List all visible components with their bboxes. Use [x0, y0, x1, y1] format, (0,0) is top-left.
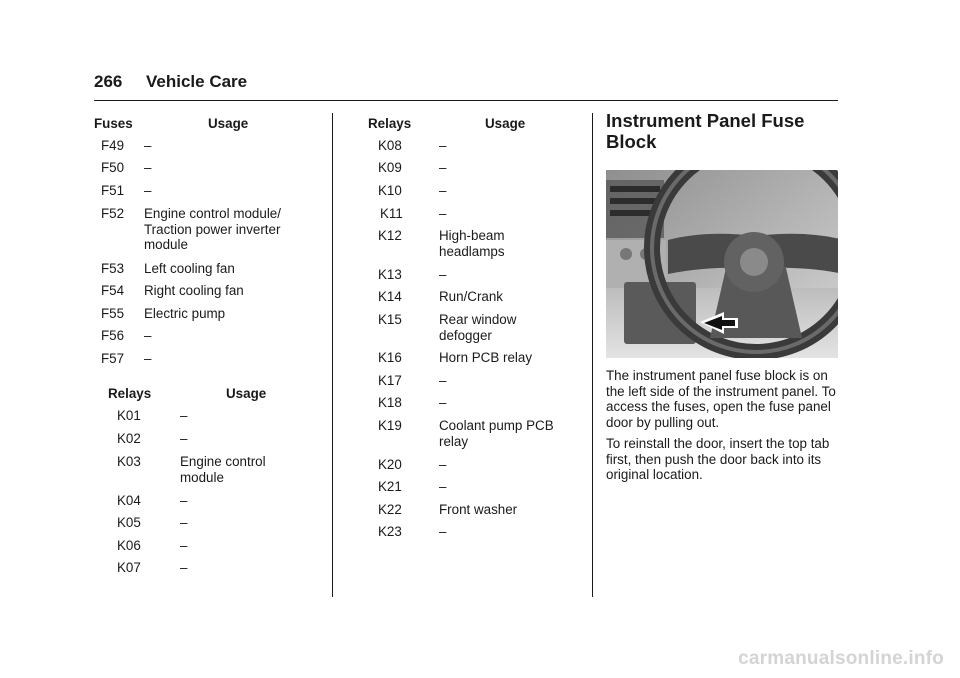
- fuses-column-header: Fuses: [94, 116, 133, 131]
- relay-usage: –: [439, 524, 447, 539]
- relay-code: K14: [378, 289, 402, 304]
- fuse-code: F53: [101, 261, 125, 276]
- relays-column-header: Relays: [368, 116, 412, 131]
- relay-code: K17: [378, 373, 402, 388]
- fuse-code: F55: [101, 306, 125, 321]
- relay-code: K05: [117, 515, 141, 530]
- fuse-code: F50: [101, 160, 125, 175]
- fuse-usage: –: [144, 138, 152, 153]
- fuse-usage: –: [144, 160, 152, 175]
- relay-usage: –: [180, 515, 188, 530]
- relay-usage: –: [439, 479, 447, 494]
- relay-usage: –: [439, 267, 447, 282]
- relay-code: K01: [117, 408, 141, 423]
- column-divider: [332, 113, 333, 597]
- relays-table-continued: [356, 116, 586, 546]
- column-divider: [592, 113, 593, 597]
- relay-code: K03: [117, 454, 141, 469]
- relay-code: K10: [378, 183, 402, 198]
- fuse-usage: –: [144, 183, 152, 198]
- relay-code: K15: [378, 312, 402, 327]
- section-title: Vehicle Care: [146, 72, 248, 91]
- relay-code: K06: [117, 538, 141, 553]
- relay-code: K22: [378, 502, 402, 517]
- relay-code: K09: [378, 160, 402, 175]
- relay-code: K13: [378, 267, 402, 282]
- relay-usage: –: [180, 538, 188, 553]
- relay-code: K19: [378, 418, 402, 433]
- relay-usage: –: [439, 373, 447, 388]
- relay-usage: –: [439, 183, 447, 198]
- relay-usage: Rear window defogger: [439, 312, 517, 343]
- relay-usage: –: [180, 560, 188, 575]
- watermark-text: carmanualsonline.info: [738, 648, 944, 669]
- fuse-code: F54: [101, 283, 125, 298]
- relay-code: K16: [378, 350, 402, 365]
- fuse-usage: Left cooling fan: [144, 261, 235, 276]
- fuse-usage: –: [144, 351, 152, 366]
- relay-code: K04: [117, 493, 141, 508]
- relay-usage: –: [180, 493, 188, 508]
- fuse-usage: Right cooling fan: [144, 283, 244, 298]
- relay-usage: –: [439, 138, 447, 153]
- fuse-code: F49: [101, 138, 125, 153]
- usage-column-header: Usage: [208, 116, 249, 131]
- relay-usage: –: [180, 431, 188, 446]
- relay-usage: Run/Crank: [439, 289, 504, 304]
- page-number: 266: [94, 72, 123, 91]
- fuse-usage: Engine control module/ Traction power inverter module: [144, 206, 281, 252]
- fuse-block-location-photo: [606, 170, 838, 358]
- fuse-code: F56: [101, 328, 125, 343]
- relay-code: K07: [117, 560, 141, 575]
- relay-usage: –: [439, 395, 447, 410]
- relay-usage: –: [439, 457, 447, 472]
- dashboard-illustration: [606, 170, 838, 358]
- relay-usage: –: [439, 160, 447, 175]
- relay-usage: –: [180, 408, 188, 423]
- usage-column-header: Usage: [485, 116, 526, 131]
- relay-code: K11: [380, 206, 403, 221]
- relay-code: K23: [378, 524, 402, 539]
- fuses-table: [94, 116, 304, 366]
- description-paragraph: The instrument panel fuse block is on the left side of the instrument panel. To access the fuses, open the fuse panel door by pulling out.: [606, 368, 836, 430]
- relay-code: K20: [378, 457, 402, 472]
- relay-code: K18: [378, 395, 402, 410]
- relay-code: K08: [378, 138, 402, 153]
- relay-usage: Engine control module: [180, 454, 266, 485]
- relay-code: K21: [378, 479, 402, 494]
- section-heading: Instrument Panel Fuse Block: [606, 110, 805, 152]
- relays-table: [94, 386, 324, 586]
- relay-usage: High-beam headlamps: [439, 228, 505, 259]
- relay-code: K12: [378, 228, 402, 243]
- fuse-code: F51: [101, 183, 125, 198]
- relays-column-header: Relays: [108, 386, 152, 401]
- relay-code: K02: [117, 431, 141, 446]
- relay-usage: Front washer: [439, 502, 518, 517]
- fuse-code: F52: [101, 206, 125, 221]
- reinstall-paragraph: To reinstall the door, insert the top tab first, then push the door back into its original location.: [606, 436, 830, 483]
- page-header: [94, 72, 838, 101]
- fuse-usage: –: [144, 328, 152, 343]
- fuse-usage: Electric pump: [144, 306, 226, 321]
- relay-usage: –: [439, 206, 447, 221]
- relay-usage: Horn PCB relay: [439, 350, 533, 365]
- relay-usage: Coolant pump PCB relay: [439, 418, 554, 449]
- usage-column-header: Usage: [226, 386, 267, 401]
- fuse-code: F57: [101, 351, 125, 366]
